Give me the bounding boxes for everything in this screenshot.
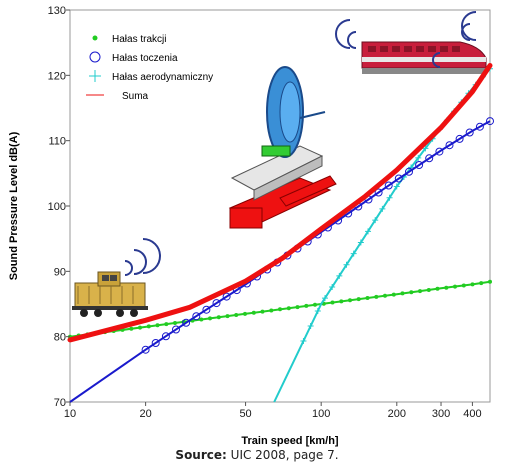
locomotive-wheel	[94, 309, 102, 317]
traction-point	[217, 315, 221, 319]
traction-point	[348, 298, 352, 302]
traction-point	[366, 296, 370, 300]
source-label: Source:	[175, 448, 227, 462]
legend-label: Hałas aerodynamiczny	[112, 72, 214, 83]
y-tick-label: 80	[53, 331, 66, 344]
traction-point	[409, 290, 413, 294]
x-tick-label: 50	[239, 408, 252, 420]
traction-point	[331, 301, 335, 305]
x-tick-label: 10	[63, 408, 77, 420]
sleeper-front	[230, 208, 262, 228]
traction-point	[444, 286, 448, 290]
y-tick-label: 120	[47, 70, 66, 83]
traction-point	[304, 304, 308, 308]
y-tick-label: 130	[47, 5, 66, 17]
contact-patch	[262, 146, 290, 156]
traction-point	[208, 316, 212, 320]
legend-marker-traction	[93, 36, 98, 41]
locomotive-window	[110, 275, 117, 281]
y-tick-label: 110	[48, 135, 66, 148]
source-caption	[0, 448, 514, 462]
legend-label: Hałas trakcji	[112, 34, 167, 45]
traction-point	[261, 310, 265, 314]
y-axis-label: Sound Pressure Level dB(A)	[8, 131, 20, 281]
legend	[73, 27, 229, 103]
source-text: UIC 2008, page 7.	[230, 448, 339, 462]
traction-point	[401, 291, 405, 295]
train-window	[452, 46, 460, 52]
traction-point	[164, 322, 168, 326]
traction-point	[234, 313, 238, 317]
y-tick-label: 70	[53, 397, 66, 409]
x-tick-label: 300	[431, 408, 451, 420]
traction-point	[173, 321, 177, 325]
x-tick-label: 200	[387, 408, 406, 420]
traction-point	[138, 326, 142, 330]
train-window	[416, 46, 424, 52]
traction-point	[269, 309, 273, 313]
train-window	[404, 46, 412, 52]
traction-point	[418, 289, 422, 293]
traction-point	[462, 284, 466, 288]
train-window	[440, 46, 448, 52]
traction-point	[339, 299, 343, 303]
traction-point	[427, 288, 431, 292]
traction-point	[374, 295, 378, 299]
traction-point	[488, 280, 492, 284]
x-axis-label: Train speed [km/h]	[241, 435, 339, 447]
x-tick-label: 100	[312, 408, 331, 420]
train-body	[362, 42, 486, 68]
x-tick-label: 400	[463, 408, 482, 420]
legend-label: Suma	[122, 91, 149, 102]
traction-point	[479, 281, 483, 285]
traction-point	[278, 307, 282, 311]
traction-point	[453, 285, 457, 289]
train-window	[428, 46, 436, 52]
wheel-hub	[280, 82, 300, 142]
train-stripe	[362, 57, 486, 62]
traction-point	[147, 324, 151, 328]
locomotive-wheel	[116, 309, 124, 317]
locomotive-wheel	[80, 309, 88, 317]
traction-point	[436, 287, 440, 291]
train-window	[392, 46, 400, 52]
locomotive-body	[75, 283, 145, 307]
traction-point	[471, 282, 475, 286]
traction-point	[156, 323, 160, 327]
traction-point	[383, 294, 387, 298]
traction-point	[287, 306, 291, 310]
traction-point	[199, 318, 203, 322]
y-tick-label: 90	[53, 266, 66, 279]
train-window	[368, 46, 376, 52]
traction-point	[357, 297, 361, 301]
train-bogies	[362, 68, 486, 74]
traction-point	[392, 293, 396, 297]
x-tick-label: 20	[139, 408, 152, 420]
traction-point	[129, 327, 133, 331]
locomotive-wheel	[130, 309, 138, 317]
locomotive-window	[102, 275, 109, 281]
traction-point	[243, 312, 247, 316]
traction-point	[226, 314, 230, 318]
y-tick-label: 100	[47, 201, 66, 213]
traction-point	[313, 303, 317, 307]
traction-point	[252, 311, 256, 315]
traction-point	[296, 305, 300, 309]
legend-label: Hałas toczenia	[112, 53, 178, 64]
train-window	[380, 46, 388, 52]
